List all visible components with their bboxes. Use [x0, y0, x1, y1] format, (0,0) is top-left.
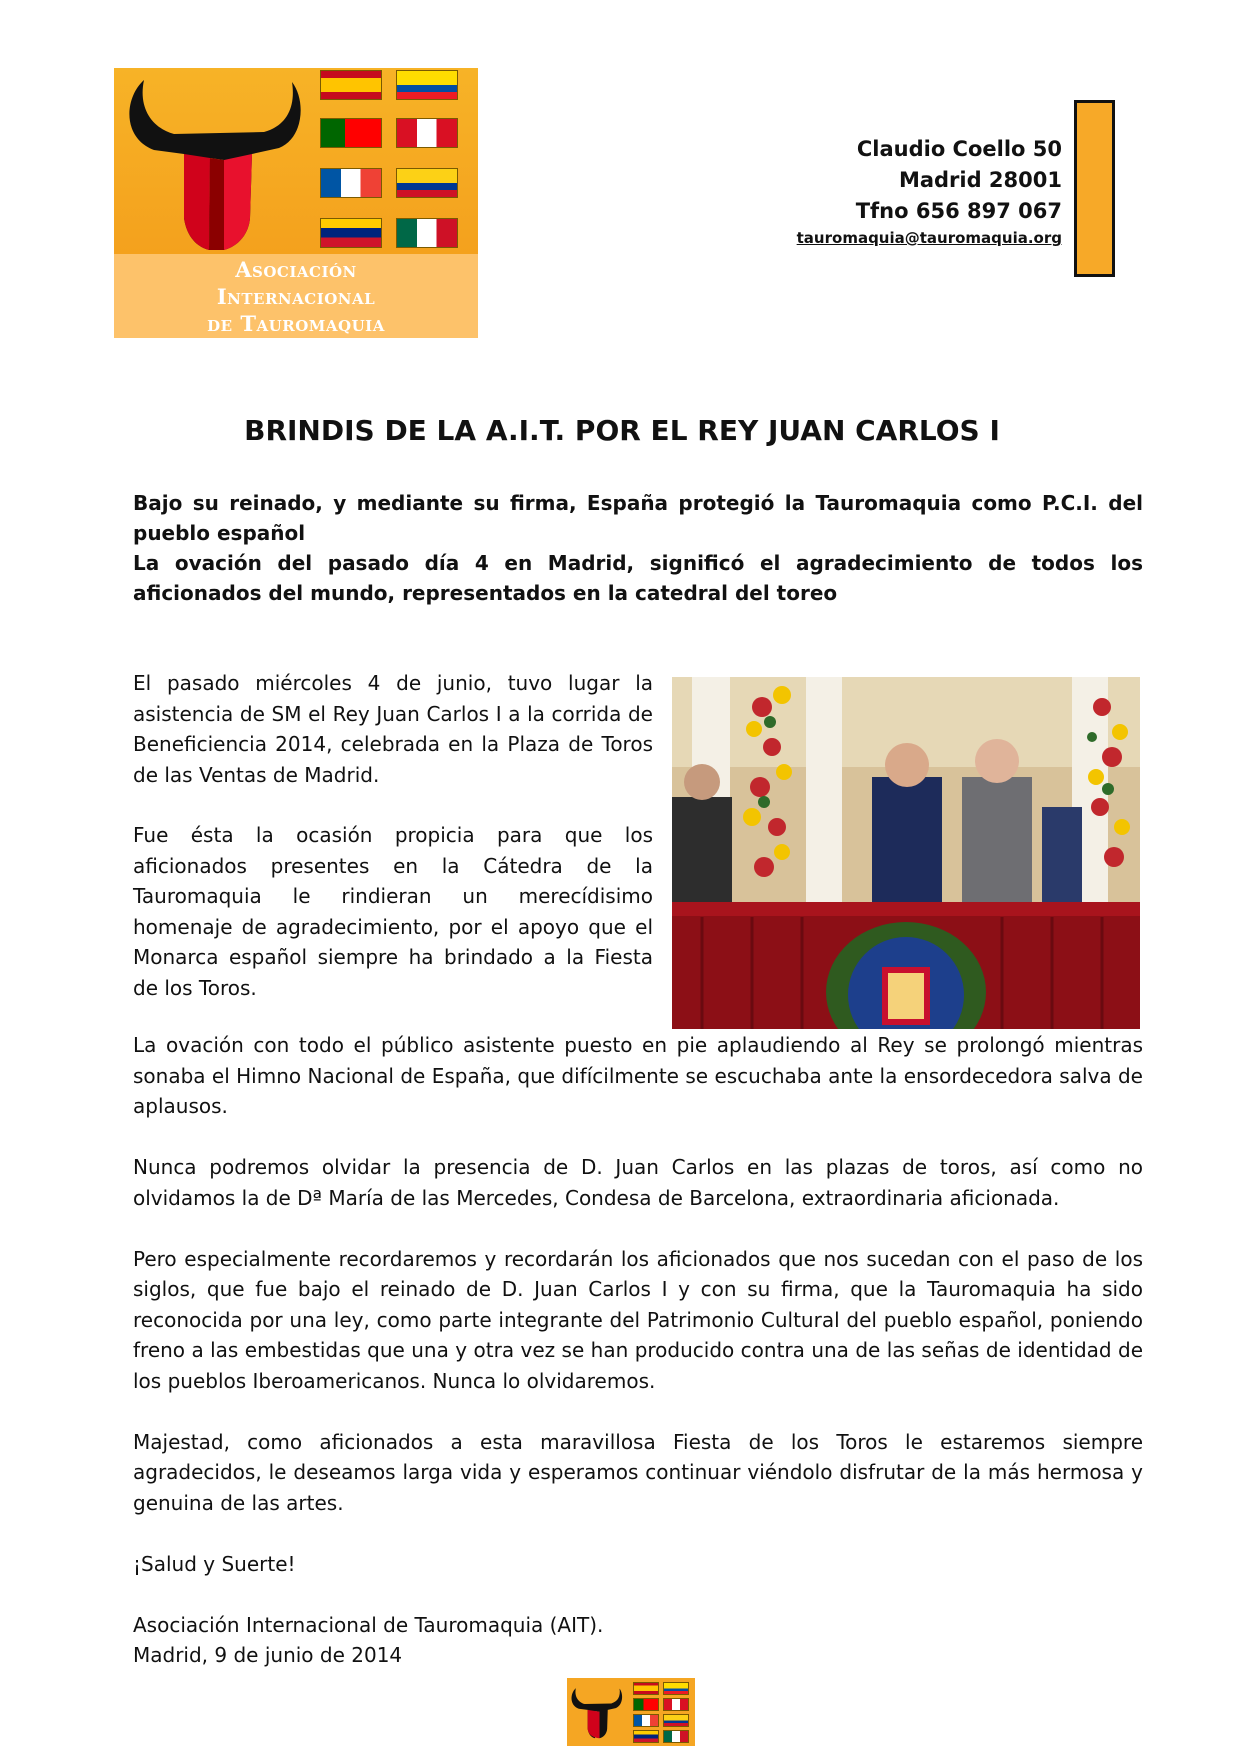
- logo-line-1: Asociación: [235, 256, 357, 282]
- body-paragraph-2: Fue ésta la ocasión propicia para que los aficionados presentes en la Cátedra de la Tauromaquia le rindieran un merecídisimo homenaje de agradecimiento, por el apoyo que el Monarca español siempre ha brindado a la Fiesta de los Toros.: [133, 823, 653, 1000]
- spain-flag-icon: [320, 70, 382, 100]
- venezuela-flag-icon: [320, 218, 382, 248]
- logo-name: [114, 254, 478, 338]
- signature-org: Asociación Internacional de Tauromaquia (AIT).: [133, 1612, 604, 1637]
- contact-block: [797, 134, 1062, 249]
- photo-illustration: [672, 677, 1140, 1029]
- contact-phone: Tfno 656 897 067: [855, 199, 1062, 223]
- bull-cape-icon: [114, 68, 324, 254]
- contact-address: Claudio Coello 50: [856, 137, 1062, 161]
- body-paragraph-4: Nunca podremos olvidar la presencia de D. Juan Carlos en las plazas de toros, así como no olvidamos la de Dª María de las Mercedes, Condesa de Barcelona, extraordinaria aficionada.: [133, 1155, 1143, 1210]
- body-left-column: [133, 668, 653, 1003]
- contact-city: Madrid 28001: [898, 168, 1062, 192]
- subtitle-line-2: La ovación del pasado día 4 en Madrid, significó el agradecimiento de todos los aficionados del mundo, representados en la catedral del toreo: [133, 551, 1143, 605]
- logo-line-2: Internacional: [216, 283, 376, 309]
- paragraph-spacer: [133, 790, 653, 820]
- page-title: BRINDIS DE LA A.I.T. POR EL REY JUAN CARLOS I: [244, 414, 1000, 447]
- subtitle-block: [133, 488, 1143, 608]
- footer-colombia-flag-icon: [663, 1714, 689, 1727]
- mexico-flag-icon: [396, 218, 458, 248]
- body-paragraph-3: La ovación con todo el público asistente puesto en pie aplaudiendo al Rey se prolongó mientras sonaba el Himno Nacional de España, que difícilmente se escuchaba ante la ensordecedora salva de aplausos.: [133, 1033, 1143, 1118]
- decorative-orange-bar: [1074, 100, 1115, 277]
- footer-ecuador-flag-icon: [663, 1682, 689, 1695]
- portugal-flag-icon: [320, 118, 382, 148]
- contact-email-link[interactable]: tauromaquia@tauromaquia.org: [796, 229, 1062, 247]
- colombia-flag-icon: [396, 168, 458, 198]
- subtitle-line-1: Bajo su reinado, y mediante su firma, España protegió la Tauromaquia como P.C.I. del pueblo español: [133, 491, 1143, 545]
- logo-line-3: de Tauromaquia: [207, 310, 385, 336]
- body-paragraph-6: Majestad, como aficionados a esta maravillosa Fiesta de los Toros le estaremos siempre agradecidos, le deseamos larga vida y esperamos continuar viéndolo disfrutar de la más hermosa y genuina de las artes.: [133, 1429, 1143, 1515]
- france-flag-icon: [320, 168, 382, 198]
- king-bullring-photo: [672, 677, 1140, 1029]
- signature-place-date: Madrid, 9 de junio de 2014: [133, 1643, 403, 1667]
- footer-bull-cape-icon: [567, 1678, 629, 1746]
- footer-spain-flag-icon: [633, 1682, 659, 1695]
- association-logo: [114, 68, 478, 338]
- ecuador-flag-icon: [396, 70, 458, 100]
- body-paragraph-1: El pasado miércoles 4 de junio, tuvo lugar la asistencia de SM el Rey Juan Carlos I a la corrida de Beneficiencia 2014, celebrada en la Plaza de Toros de las Ventas de Madrid.: [133, 671, 653, 787]
- footer-mexico-flag-icon: [663, 1730, 689, 1743]
- footer-france-flag-icon: [633, 1714, 659, 1727]
- closing-greeting: ¡Salud y Suerte!: [133, 1551, 296, 1576]
- footer-peru-flag-icon: [663, 1698, 689, 1711]
- body-main-column: [133, 1030, 1143, 1701]
- body-paragraph-5: Pero especialmente recordaremos y recordarán los aficionados que nos sucedan con el paso de los siglos, que fue bajo el reinado de D. Juan Carlos I y con su firma, que la Tauromaquia ha sido reconocida por una ley, como parte integrante del Patrimonio Cultural del pueblo español, poniendo freno a las embestidas que una y otra vez se han producido contra una de las señas de identidad de los pueblos Iberoamericanos. Nunca lo olvidaremos.: [133, 1246, 1143, 1393]
- footer-venezuela-flag-icon: [633, 1730, 659, 1743]
- footer-logo: [567, 1678, 695, 1746]
- peru-flag-icon: [396, 118, 458, 148]
- footer-portugal-flag-icon: [633, 1698, 659, 1711]
